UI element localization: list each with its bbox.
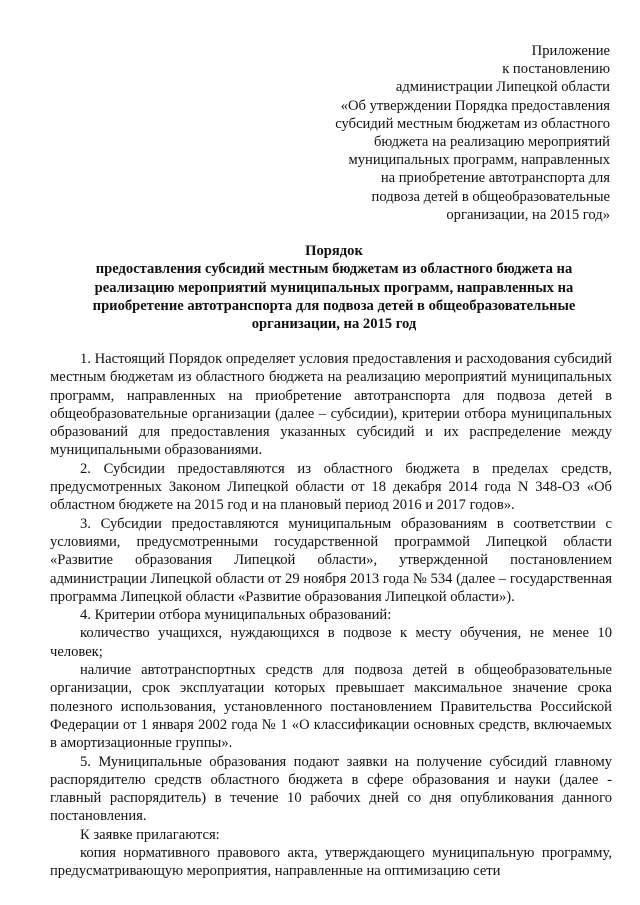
attachment-item-1: копия нормативного правового акта, утверждающего муниципальную программу, предусматривающую мероприятия, направленные на оптимизацию сети: [50, 845, 612, 880]
appendix-line: на приобретение автотранспорта для: [380, 170, 610, 187]
title-line: предоставления субсидий местным бюджетам из областного бюджета на: [95, 261, 573, 278]
appendix-line: субсидий местным бюджетам из областного: [335, 115, 610, 132]
appendix-line: к постановлению: [502, 61, 610, 78]
title-heading: Порядок: [305, 243, 363, 259]
appendix-line: бюджета на реализацию мероприятий: [374, 134, 610, 151]
appendix-line: администрации Липецкой области: [395, 79, 610, 96]
appendix-header: [290, 42, 610, 224]
paragraph-4: 4. Критерии отбора муниципальных образований:: [80, 607, 392, 624]
title-line: организации, на 2015 год: [251, 316, 417, 333]
paragraph-3: 3. Субсидии предоставляются муниципальным образованиям в соответствии с условиями, предусмотренными государственной программой Липецкой области «Развитие образования Липецкой области», утвержденной постановлением администрации Липецкой области от 29 ноября 2013 года № 534 (далее – государственная программа Липецкой области «Развитие образования Липецкой области»).: [50, 515, 612, 605]
document-body: [50, 350, 612, 881]
appendix-line: муниципальных программ, направленных: [348, 152, 610, 169]
attachments-intro: К заявке прилагаются:: [80, 826, 220, 843]
appendix-line: организации, на 2015 год»: [446, 206, 610, 223]
title-line: реализацию мероприятий муниципальных программ, направленных на: [94, 279, 574, 296]
appendix-line: «Об утверждении Порядка предоставления: [340, 97, 610, 114]
criteria-item-1: количество учащихся, нуждающихся в подвозе к месту обучения, не менее 10 человек;: [50, 625, 612, 660]
appendix-line: подвоза детей в общеобразовательные: [371, 188, 610, 205]
criteria-item-2: наличие автотранспортных средств для подвоза детей в общеобразовательные организации, срок эксплуатации которых превышает максимальное значение срока полезного использования, установленного постановлением Правительства Российской Федерации от 1 января 2002 года № 1 «О классификации основных средств, включаемых в амортизационные группы».: [50, 662, 612, 752]
document-title: [56, 242, 612, 333]
appendix-line: Приложение: [531, 43, 610, 59]
paragraph-1: 1. Настоящий Порядок определяет условия предоставления и расходования субсидий местным бюджетам из областного бюджета на реализацию мероприятий муниципальных программ, направленных на приобретение автотранспорта для подвоза детей в общеобразовательные организации (далее – субсидии), критерии отбора муниципальных образований для предоставления указанных субсидий и их распределение между муниципальными образованиями.: [50, 351, 612, 459]
title-line: приобретение автотранспорта для подвоза детей в общеобразовательные: [92, 297, 576, 314]
paragraph-5: 5. Муниципальные образования подают заявки на получение субсидий главному распорядителю средств областного бюджета в сфере образования и науки (далее - главный распорядитель) в течение 10 рабочих дней со дня опубликования данного постановления.: [50, 753, 612, 825]
paragraph-2: 2. Субсидии предоставляются из областного бюджета в пределах средств, предусмотренных Законом Липецкой области от 18 декабря 2014 года N 348-ОЗ «Об областном бюджете на 2015 год и на плановый период 2016 и 2017 годов».: [50, 460, 612, 514]
